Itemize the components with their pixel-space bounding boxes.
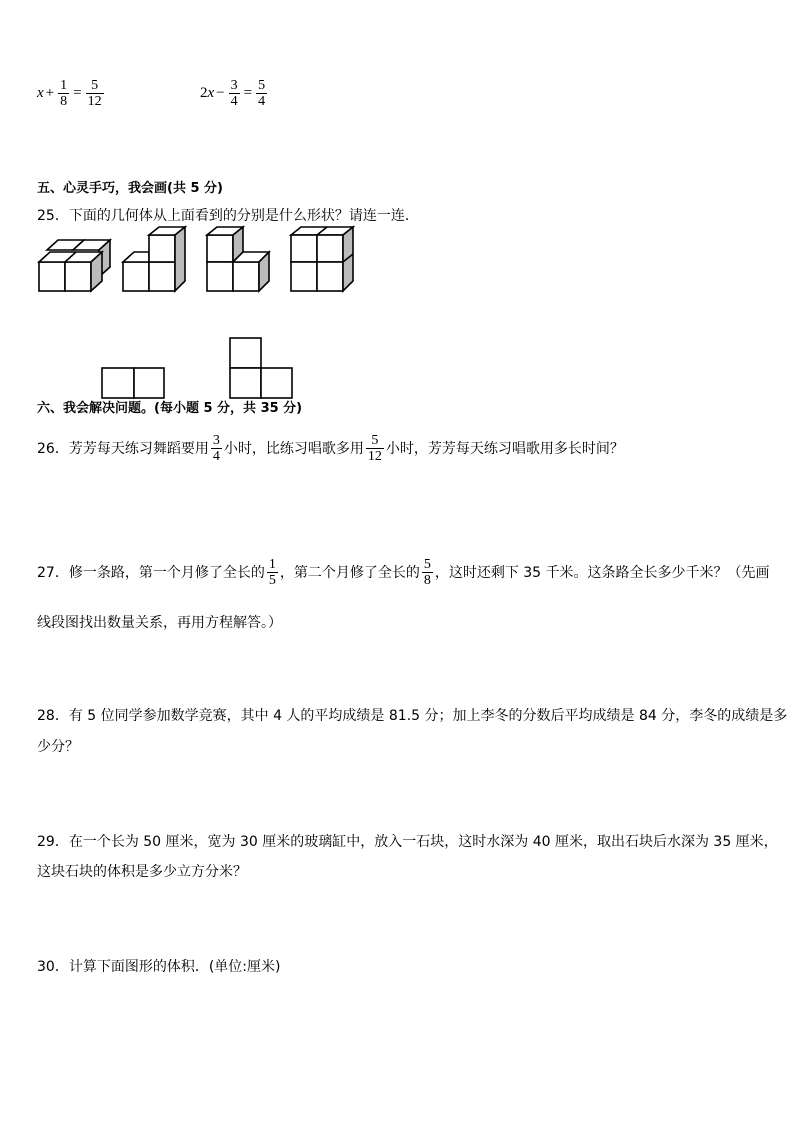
equation-2 (200, 78, 269, 109)
q26-frac-1: $\frac{3}{4}$ (212, 433, 220, 464)
solid-1 (39, 240, 110, 291)
question-26 (37, 433, 624, 464)
eq1-frac-1: $\frac{1}{8}$ (60, 78, 68, 109)
eq1-op: + (45, 85, 55, 101)
question-28-line-2: 少分？ (37, 739, 79, 755)
question-25: 25．下面的几何体从上面看到的分别是什么形状？请连一连． (37, 208, 419, 224)
q26-text-c: 小时，芳芳每天练习唱歌用多长时间？ (385, 440, 624, 457)
eq2-coef: 2 (200, 85, 208, 101)
cube-solids-figure (30, 228, 360, 298)
q27-text-c: ，这时还剩下 35 千米。这条路全长多少千米？（先画 (434, 564, 770, 581)
question-29-line-1: 29．在一个长为 50 厘米，宽为 30 厘米的玻璃缸中，放入一石块，这时水深为 40 厘米，取出石块后水深为 35 厘米， (37, 834, 778, 850)
eq2-var: x (207, 85, 215, 101)
q26-frac-2: $\frac{5}{12}$ (367, 433, 382, 464)
q26-text-b: 小时，比练习唱歌多用 (223, 440, 364, 457)
top-view-shapes (100, 336, 295, 400)
solid-3 (207, 227, 269, 291)
q27-text-b: ，第二个月修了全长的 (279, 564, 420, 581)
question-28-line-1: 28．有 5 位同学参加数学竞赛，其中 4 人的平均成绩是 81.5 分；加上李冬的分数后平均成绩是 84 分，李冬的成绩是多 (37, 708, 788, 724)
q27-frac-2: $\frac{5}{8}$ (423, 557, 431, 588)
solid-2 (123, 227, 185, 291)
solid-4 (291, 227, 353, 291)
question-30: 30．计算下面图形的体积．(单位:厘米) (37, 959, 281, 975)
eq2-frac-1: $\frac{3}{4}$ (230, 78, 238, 109)
eq2-equals: = (243, 85, 253, 101)
question-27 (37, 557, 770, 588)
eq1-frac-2: $\frac{5}{12}$ (87, 78, 102, 109)
section-5-title: 五、心灵手巧，我会画(共 5 分) (37, 181, 223, 196)
section-6-title: 六、我会解决问题。(每小题 5 分，共 35 分) (37, 401, 303, 416)
top-view-l-shape (230, 338, 292, 398)
eq2-frac-2: $\frac{5}{4}$ (258, 78, 266, 109)
q27-text-a: 27．修一条路，第一个月修了全长的 (37, 564, 265, 581)
q26-text-a: 26．芳芳每天练习舞蹈要用 (37, 440, 209, 457)
eq1-var: x (37, 85, 44, 101)
question-27-line-2: 线段图找出数量关系，再用方程解答。） (37, 615, 282, 631)
top-view-two-squares (102, 368, 164, 398)
eq2-op: − (216, 85, 225, 101)
question-29-line-2: 这块石块的体积是多少立方分米？ (37, 864, 247, 880)
eq1-equals: = (73, 85, 82, 101)
q27-frac-1: $\frac{1}{5}$ (268, 557, 276, 588)
equation-1 (37, 78, 106, 109)
